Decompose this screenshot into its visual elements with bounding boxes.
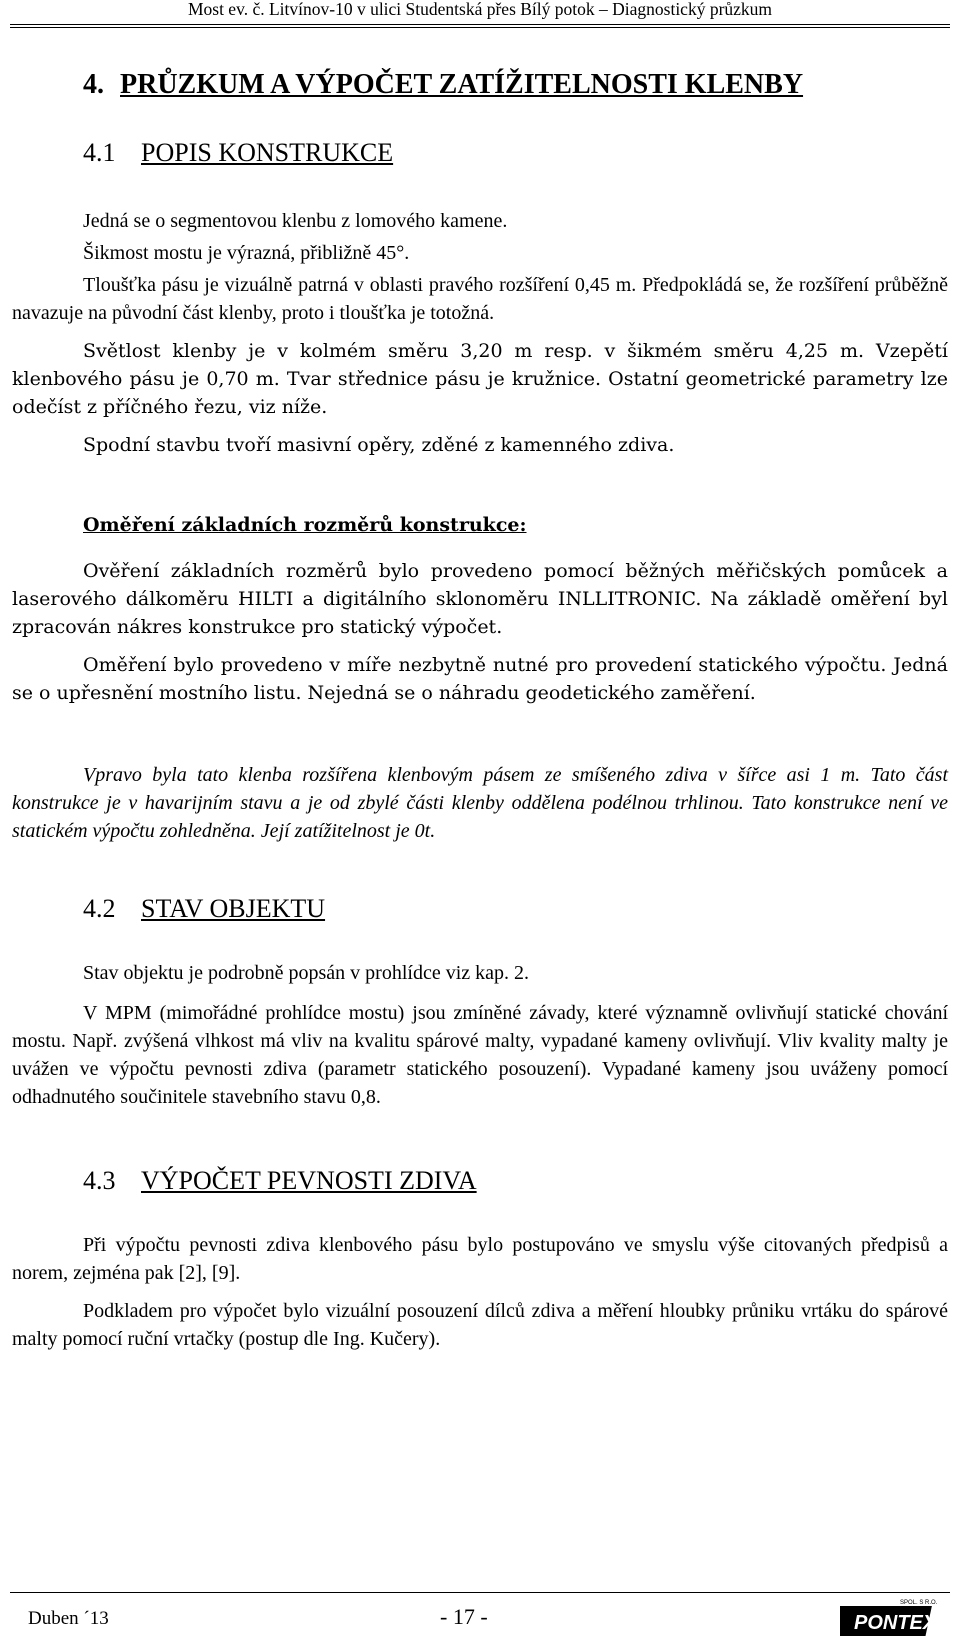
paragraph: Ověření základních rozměrů bylo provedeno pomocí běžných měřičských pomůcek a laserového dálkoměru HILTI a digitálního sklonoměru INLLITRONIC. Na základě oměření byl zpracován nákres konstrukce pro statický výpočet. <box>12 560 948 638</box>
paragraph: Stav objektu je podrobně popsán v prohlídce viz kap. 2. <box>83 962 530 984</box>
section-title: STAV OBJEKTU <box>141 894 326 923</box>
section-title: VÝPOČET PEVNOSTI ZDIVA <box>141 1166 477 1195</box>
paragraph: Světlost klenby je v kolmém směru 3,20 m resp. v šikmém směru 4,25 m. Vzepětí klenbového pásu je 0,70 m. Tvar střednice pásu je kružnice. Ostatní geometrické parametry lze odečíst z příčného řezu, viz níže. <box>12 340 948 418</box>
paragraph: Oměření bylo provedeno v míře nezbytně nutné pro provedení statického výpočtu. Jedná se o upřesnění mostního listu. Nejedná se o náhradu geodetického zaměření. <box>12 654 948 704</box>
section-number: 4.2 <box>83 894 116 923</box>
svg-text:SPOL. S R.O.: SPOL. S R.O. <box>900 1600 938 1606</box>
header-rule <box>10 24 950 25</box>
section-number: 4. <box>83 69 104 100</box>
section-4-3-heading <box>12 1163 948 1199</box>
section-4-1-heading <box>12 135 948 171</box>
page-number: - 17 - <box>440 1604 488 1629</box>
paragraph: V MPM (mimořádné prohlídce mostu) jsou zmíněné závady, které významně ovlivňují statické chování mostu. Např. zvýšená vlhkost má vliv na kvalitu spárové malty, vypadané kameny ovlivňují. Vliv kvality malty je uvážen ve výpočtu pevnosti zdiva (parametr statického posouzení). Vypadané kameny jsou uváženy pomocí odhadnutého součinitele stavebního stavu 0,8. <box>12 1002 948 1108</box>
section-title: PRŮZKUM A VÝPOČET ZATÍŽITELNOSTI KLENBY <box>120 69 804 100</box>
section-number: 4.1 <box>83 138 116 167</box>
page-content <box>12 60 948 1353</box>
section-title: POPIS KONSTRUKCE <box>141 138 394 167</box>
paragraph: Šikmost mostu je výrazná, přibližně 45°. <box>83 242 410 264</box>
section-4-2-heading <box>12 891 948 927</box>
page-header: Most ev. č. Litvínov-10 v ulici Studentská přes Bílý potok – Diagnostický průzkum <box>187 0 773 19</box>
paragraph: Spodní stavbu tvoří masivní opěry, zděné z kamenného zdiva. <box>83 434 675 456</box>
paragraph: Při výpočtu pevnosti zdiva klenbového pásu bylo postupováno ve smyslu výše citovaných předpisů a norem, zejména pak [2], [9]. <box>12 1234 948 1284</box>
paragraph: Podkladem pro výpočet bylo vizuální posouzení dílců zdiva a měření hloubky průniku vrtáku do spárové malty pomocí ruční vrtačky (postup dle Ing. Kučery). <box>12 1300 948 1350</box>
section-4-heading <box>12 65 948 105</box>
paragraph: Tloušťka pásu je vizuálně patrná v oblasti pravého rozšíření 0,45 m. Předpokládá se, že rozšíření průběžně navazuje na původní část klenby, proto i tloušťka je totožná. <box>12 274 948 324</box>
paragraph-italic: Vpravo byla tato klenba rozšířena klenbovým pásem ze smíšeného zdiva v šířce asi 1 m. Tato část konstrukce je v havarijním stavu a je od zbylé části klenby oddělena podélnou trhlinou. Tato konstrukce není ve statickém výpočtu zohledněna. Její zatížitelnost je 0t. <box>12 764 948 842</box>
section-number: 4.3 <box>83 1166 116 1195</box>
paragraph: Jedná se o segmentovou klenbu z lomového kamene. <box>83 210 508 232</box>
footer-date: Duben ´13 <box>28 1608 109 1629</box>
svg-text:PONTEX: PONTEX <box>854 1612 937 1634</box>
header-rule-double <box>10 27 950 28</box>
pontex-logo <box>840 1596 940 1640</box>
footer-rule <box>10 1592 950 1593</box>
measurement-heading: Oměření základních rozměrů konstrukce: <box>83 514 527 536</box>
